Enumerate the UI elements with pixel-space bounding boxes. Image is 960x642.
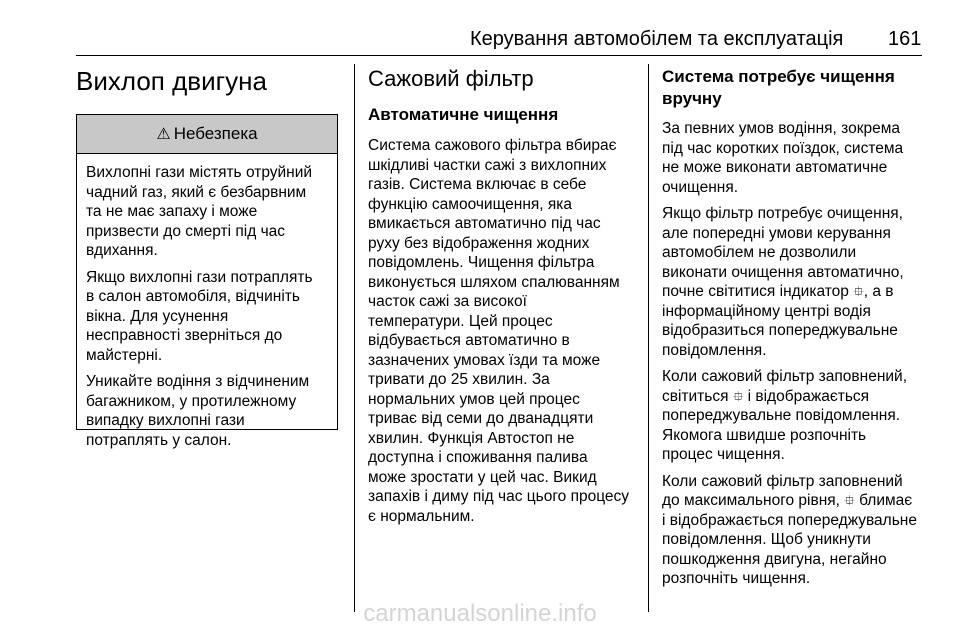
soot-filter-indicator-icon: ⯐ [732, 387, 744, 404]
text-line [662, 387, 928, 407]
subsection-title-auto-cleaning: Автоматичне чищення [368, 105, 559, 124]
text-line: триває від семи до дванадцяти [368, 410, 594, 427]
text-line: пошкодження двигуна, негайно [662, 550, 887, 568]
text-line: доступна і споживання палива [368, 449, 588, 466]
text-line: Вихлопні гази містять отруйний [86, 164, 313, 181]
text-line: та не має запаху і може [86, 203, 258, 220]
text-line: Коли сажовий фільтр заповнений, [662, 368, 908, 385]
text-line: під час коротких поїздок, система [662, 139, 904, 157]
warning-paragraph [86, 163, 337, 261]
text-line: майстерні. [86, 346, 163, 364]
text-line: повідомлення. Щоб уникнути [662, 531, 871, 548]
text-line: тривати до 25 хвилин. За [368, 371, 550, 388]
text-line: але попередні умови керування [662, 224, 891, 242]
text-line: може зростати у цей час. Викид [368, 468, 597, 486]
text-line: повідомлення. [662, 341, 767, 359]
text-line: попереджувальне повідомлення. [662, 407, 901, 424]
text-line: процес чищення. [662, 446, 785, 463]
text-line: Коли сажовий фільтр заповнений [662, 472, 903, 490]
text-line: нормальних умов цей процес [368, 390, 580, 408]
text-line: в салон автомобіля, відчиніть [86, 288, 300, 305]
watermark: carmanualsonline.info [363, 600, 597, 627]
text-line: руху без відображення жодних [368, 234, 590, 252]
text-line [662, 282, 928, 302]
text-line: Якщо вихлопні гази потраплять [86, 268, 313, 286]
text-fragment: блимає [854, 492, 913, 509]
soot-filter-indicator-icon: ⯐ [844, 492, 855, 508]
warning-paragraph [86, 268, 337, 366]
manual-cleaning-paragraph-1 [662, 119, 928, 197]
text-line: температури. Цей процес [368, 312, 553, 330]
text-fragment: , а в [863, 283, 894, 300]
manual-cleaning-paragraph-4 [662, 472, 928, 589]
text-line: хвилин. Функція Автостоп не [368, 429, 575, 447]
text-line: розпочніть чищення. [662, 570, 811, 587]
text-fragment: до максимального рівня, [662, 492, 845, 509]
text-line: є нормальним. [368, 507, 475, 525]
warning-header [77, 115, 337, 154]
text-line: вдихання. [86, 242, 158, 259]
column-divider-left [354, 64, 355, 612]
warning-title: Небезпека [173, 124, 258, 143]
text-line: Система сажового фільтра вбирає [368, 137, 617, 154]
text-line: часток сажі за високої [368, 293, 527, 310]
text-line: виконується шляхом спалюванням [368, 273, 620, 291]
warning-paragraph [86, 372, 337, 450]
page-header-title: Керування автомобілем та експлуатація [470, 28, 844, 50]
text-fragment: світиться [662, 387, 733, 405]
soot-filter-column [368, 66, 640, 533]
text-line: випадку вихлопні гази [86, 412, 245, 429]
text-line [662, 491, 928, 511]
danger-warning-box [76, 114, 338, 449]
page-number: 161 [888, 28, 922, 50]
text-line: виконати очищення автоматично, [662, 263, 904, 281]
text-line: інформаційному центрі водія [662, 302, 871, 320]
text-line: багажником, у протилежному [86, 392, 297, 410]
auto-cleaning-paragraph [368, 136, 640, 526]
text-line: функцію самоочищення, яка [368, 195, 573, 213]
text-line: За певних умов водіння, зокрема [662, 120, 901, 137]
text-line: відбувається автоматично в [368, 332, 570, 349]
text-line: не може виконати автоматичне [662, 159, 888, 176]
text-line: повідомлень. Чищення фільтра [368, 254, 595, 271]
text-line: очищення. [662, 178, 739, 196]
header-divider [76, 55, 922, 56]
soot-filter-indicator-icon: ⯐ [853, 283, 864, 299]
text-line: відобразиться попереджувальне [662, 322, 898, 339]
text-line: призвести до смерті під час [86, 222, 286, 240]
text-fragment: почне світитися індикатор [662, 283, 854, 300]
manual-cleaning-paragraph-3 [662, 367, 928, 465]
text-line: Уникайте водіння з відчиненим [86, 373, 310, 390]
title-line: вручну [662, 89, 722, 108]
warning-triangle-icon: ⚠ [156, 126, 171, 143]
text-line: запахів і диму під час цього процесу [368, 488, 630, 505]
warning-body [77, 154, 337, 450]
text-line: вікна. Для усунення [86, 307, 229, 325]
text-line: шкідливі частки сажі з вихлопних [368, 156, 607, 174]
manual-cleaning-column [662, 66, 928, 596]
manual-cleaning-paragraph-2 [662, 204, 928, 360]
section-title-exhaust: Вихлоп двигуна [76, 66, 267, 96]
text-fragment: і відображається [743, 387, 870, 405]
title-line: Система потребує чищення [662, 67, 895, 86]
column-divider-right [648, 64, 649, 612]
text-line: Якомога швидше розпочніть [662, 426, 867, 444]
text-line: зазначених умовах їзди та може [368, 351, 601, 369]
text-line: потраплять у салон. [86, 431, 232, 449]
text-line: газів. Система включає в себе [368, 176, 587, 193]
text-line: вмикається автоматично під час [368, 215, 601, 232]
text-line: чадний газ, який є безбарвним [86, 183, 307, 201]
text-line: і відображається попереджувальне [662, 511, 917, 529]
text-line: Якщо фільтр потребує очищення, [662, 205, 903, 222]
text-line: несправності зверніться до [86, 327, 283, 344]
subsection-title-manual-cleaning [662, 66, 928, 110]
text-line: автомобілем не дозволили [662, 244, 857, 261]
section-title-soot-filter: Сажовий фільтр [368, 66, 534, 91]
